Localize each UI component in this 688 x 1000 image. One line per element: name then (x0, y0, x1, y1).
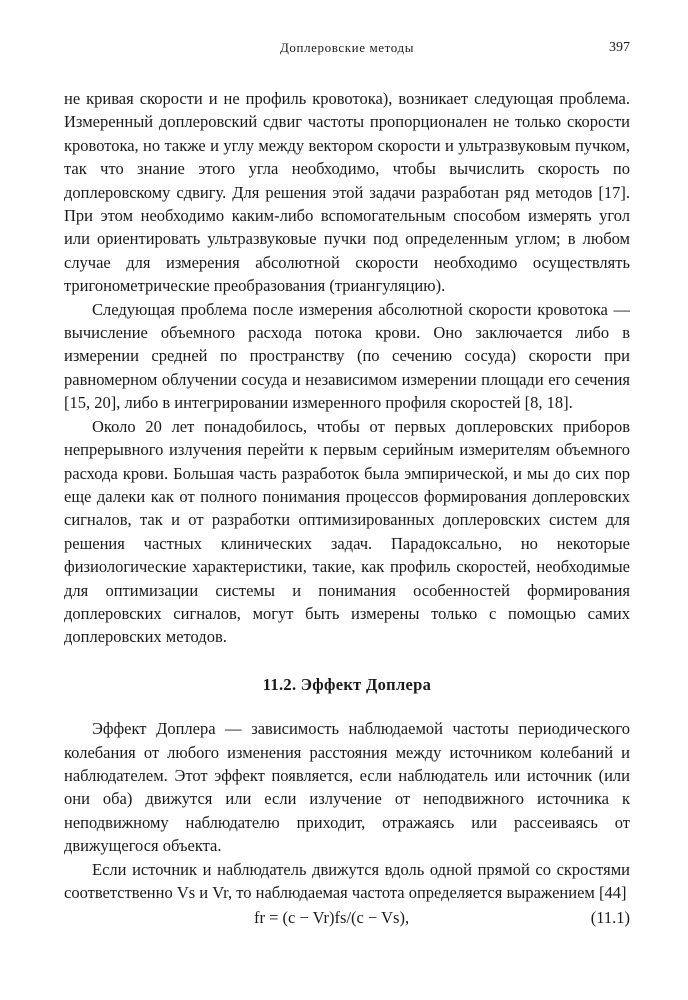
page-number: 397 (609, 40, 630, 55)
paragraph-moving-source: Если источник и наблюдатель движутся вдоль одной прямой со скростями соответственно Vs и Vr, то наблюдаемая частота определяется выражением [44] (64, 859, 630, 902)
running-title: Доплеровские методы (279, 40, 415, 55)
paragraph-continued: не кривая скорости и не профиль кровотока), возникает следующая проблема. Измеренный доплеровский сдвиг частоты пропорционален не только скорости кровотока, но также и углу между вектором скорости и ультразвуковым пучком, так что знание этого угла необходимо, чтобы вычислить скорость по доплеровскому сдвигу. Для решения этой задачи разработан ряд методов [17]. При этом необходимо каким-либо вспомогательным способом измерять угол или ориентировать ультразвуковые пучки под определенным углом; в любом случае для измерения абсолютной скорости необходимо осуществлять тригонометрические преобразования (триангуляцию). (64, 89, 630, 296)
equation-expression: fr = (c − Vr)fs/(c − Vs), (254, 908, 410, 928)
paragraph-history: Около 20 лет понадобилось, чтобы от первых доплеровских приборов непрерывного излучения перейти к первым серийным измерителям объемного расхода крови. Большая часть разработок была эмпирической, и мы до сих пор еще далеки как от полного понимания процессов формирования доплеровских сигналов, так и от разработки оптимизированных доплеровских систем для решения частных клинических задач. Парадоксально, но некоторые физиологические характеристики, такие, как профиль скоростей, необходимые для оптимизации системы и понимания особенностей формирования доплеровских сигналов, могут быть измерены только с помощью самих доплеровских методов. (64, 416, 630, 647)
body-text (64, 87, 630, 932)
section-heading: 11.2. Эффект Доплера (262, 674, 432, 694)
paragraph-doppler-definition: Эффект Доплера — зависимость наблюдаемой частоты периодического колебания от любого изменения расстояния между источником колебаний и наблюдателем. Этот эффект появляется, если наблюдатель или источник (или они оба) движутся или если излучение от неподвижного источника к неподвижному наблюдателю приходит, отражаясь или рассеиваясь от движущегося объекта. (64, 719, 630, 856)
equation-11-1 (64, 906, 630, 932)
equation-number: (11.1) (590, 908, 630, 928)
book-page (64, 40, 630, 932)
paragraph-volume-flow: Следующая проблема после измерения абсолютной скорости кровотока — вычисление объемного расхода потока крови. Оно заключается либо в измерении средней по пространству (по сечению сосуда) скорости при равномерном облучении сосуда и независимом измерении площади его сечения [15, 20], либо в интегрировании измеренного профиля скоростей [8, 18]. (64, 299, 630, 413)
running-head (64, 40, 630, 64)
